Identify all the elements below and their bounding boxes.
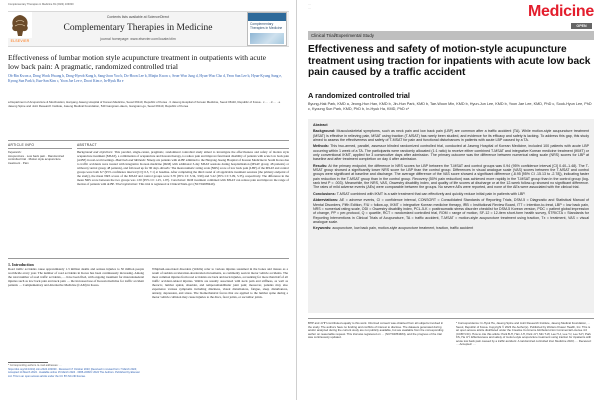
medicine-journal-logo[interactable]: Medicine: [527, 3, 594, 20]
cover-title: Complementary Therapies in Medicine: [250, 22, 283, 30]
abstract-trial: This trial is registered at ClinicalTrials.gov (NCT04938440).: [138, 181, 216, 186]
journal-name[interactable]: Complementary Therapies in Medicine: [63, 23, 213, 33]
abstract-body: [313, 123, 589, 231]
abstract-conclusion-label: Conclusion:: [170, 177, 187, 182]
keywords-text: acupuncture, low back pain, motion-style acupuncture treatment, traction, traffic accident: [332, 226, 474, 231]
footnote-left: BHP and J-HH contributed equally to this work. Informed consent was obtained from all subjects involved in the study. The authors have no funding and conflicts of interest to disclose. The datasets generated during and/or analyzed during the current study are not publicly available, but are available from the corresponding author on reasonable request. This trial was registered on … (NCT04354484), and the progress of the trial was continuously updated.: [308, 322, 444, 339]
article-title: Effectiveness and safety of motion-style acupuncture treatment using traction for inpatients with acute low back pain caused by a traffic accident: [308, 44, 591, 79]
keywords-paragraph: [313, 226, 589, 230]
abstract-results: The mean numeric rating scale (NRS) score of low back pain (LBP) of the MSAT and control groups were both 6.7 (95% confidence interval [CI]: 6.5, 7.1) at baseline. After completing the third round of all applicable treatment sessions (the primary endpoint of the study), the mean NRS scores of the MSAT and control groups were 3.76 (95% CI: 3.34, 3.99) and 5.22 (95% CI: 5.09, 5.35), respectively. The difference in the mean NRS score between the two groups was 1.50 (95% CI: 1.25, 1.97).: [77, 165, 289, 182]
cover-image: [250, 33, 284, 44]
publisher-name: ELSEVIER: [10, 39, 30, 43]
abstract-background-label: Background and objectives:: [77, 150, 114, 154]
introduction-heading: 1. Introduction: [8, 262, 34, 267]
background-paragraph: [313, 129, 589, 142]
abstract-background: This parallel, single-center, pragmatic, randomized controlled study aimed to investigate the effectiveness and safety of motion style acupuncture treatment (MSAT), a combination of acupuncture and Korean therapy, to reduce pain and improve functional disability of patients with acute low back pain (aLBP) in real-world settings.: [77, 150, 289, 162]
journal-cover-thumbnail[interactable]: [247, 12, 287, 46]
methods-label: Methods:: [313, 144, 329, 149]
abstract-body: [77, 151, 289, 187]
footnote-divider: [308, 318, 594, 319]
intro-column-1: Road traffic accidents cause approximately 1.3 million deaths and serious injuries to 50 million people worldwide every year. The number of road accidents in Korea has been continuously increasing. Among the total number of road traffic accidents, … have been filed, with ongoing treatment for musculoskeletal injuries such as low back pain and neck pain … the increased use of Korean medicine for traffic accident patients … Complementary and Alternative Medicine (CAM) in Korea.: [8, 268, 144, 287]
conclusions-text: T-MSAT combined with IKMT is a safe treatment that can effectively and quickly reduce initial pain in patients with LBP.: [336, 191, 526, 196]
intro-column-2: Whiplash-associated disorders (WADs) refer to various injuries sustained in the bones and tissues as a result of sudden acceleration-deceleration movements, as commonly seen in motor vehicle accidents. The most common injuries from road accidents are back and neck injuries, accounting for more than half of all traffic accident-related injuries. WADs are usually associated with neck pain and stiffness, as well as thoracic, lumbar spinal, shoulder, and temporomandibular joint pain; moreover, patients may also experience various symptoms including dizziness, visual disturbances, fatigue, sleep disturbances, anxiety, depression, and stress. The biomechanical forces that are applied to the lumbar spine during a motor vehicle collision may cause injuries to the discs, facet joints, or sacroiliac joints.: [152, 268, 288, 299]
article-subtitle: A randomized controlled trial: [308, 91, 410, 100]
page-header: [308, 3, 512, 10]
background-label: Background:: [313, 129, 336, 134]
results-paragraph: [313, 164, 589, 190]
abstract-heading-row: [313, 123, 589, 127]
elsevier-logo[interactable]: [8, 12, 32, 46]
footnote-rule: [8, 362, 48, 363]
article-info: [8, 143, 72, 165]
methods-paragraph: [313, 144, 589, 161]
elsevier-tree-icon: [8, 12, 32, 38]
background-text: Musculoskeletal symptoms, such as neck pain and low back pain (LBP) are common after a traffic accident (TA). While motion-style acupuncture treatment (MSAT) is effective in relieving pain, MSAT using traction (T-MSAT) has rarely been studied, and evidence for its efficacy and safety is lacking. To address this gap, this study aimed to assess the effectiveness and safety of T-MSAT for pain and functional disturbances in patients with acute LBP caused by a TA.: [313, 129, 589, 143]
abstract-label: Abstract: [313, 123, 328, 127]
abbreviations-label: Abbreviations:: [313, 198, 339, 203]
keywords: Acupuncture · Low back pain · Randomized controlled trial · Motion style acupuncture treatment · Pain: [8, 153, 65, 165]
header-line-1: …: [308, 3, 311, 6]
article-type: Clinical Trial/Experimental Study: [311, 33, 374, 38]
header-line-2: …: [308, 6, 311, 10]
keywords-label: Keywords:: [313, 226, 332, 231]
abstract-trial-label: Trial registration:: [115, 181, 139, 186]
author-list[interactable]: Oh-Bin Kwon a, Dong Wook Hwang b, Dong-Hyeob Kang b, Sang-Joon Yoo b, Do-Hoon Lee b, Minjin Kwon c, Seon-Woo Jung d, Hyun-Woo Cho d, Yeon Sun Lee b, Hyun-Kyung Sung e, Kyong Sun Park b, Eun-San Kim c, Yoon Jae Lee e, Doori Kim e, In-Hyuk Ha e: [8, 74, 282, 84]
footnote-right: * Correspondence: In-Hyuk Ha, Jaseng Spine and Joint Research Institute, Jaseng Medical Foundation, … Seoul, Republic of Korea. Copyright © 2023 the Author(s). Published by Wolters Kluwer Health, Inc. This is an open access article distributed under the Creative Commons Attribution-Non Commercial License 4.0 (CCBY-NC). How to cite this article: Park B-H, Han J-H, Park J-H, Min T-W, Lee H-J, Lee YJ, Lee S-H, Park KS, Ha I-H. Effectiveness and safety of motion-style acupuncture treatment using traction for inpatients with acute low back pain caused by a traffic accident: A randomized controlled trial. Medicine 2023;…. Received: … Accepted: …: [456, 322, 592, 346]
article-footer: [8, 362, 144, 378]
abbreviations-paragraph: [313, 198, 589, 224]
results-label: Results:: [313, 163, 328, 168]
abstract: [77, 143, 289, 187]
conclusions-paragraph: [313, 192, 589, 196]
abstract-methods-label: Materials and Methods:: [115, 157, 146, 162]
running-head: [8, 3, 288, 9]
journal-homepage-link[interactable]: journal homepage: www.elsevier.com/locate/ctim: [100, 37, 176, 41]
article-title: Effectiveness of lumbar motion style acupuncture treatment in outpatients with acute low back pain: A pragmatic, randomized controlled trial: [8, 53, 266, 71]
running-head-left: Complementary Therapies in Medicine 81 (2024) 103030: [8, 3, 74, 6]
keywords-heading: Keywords:: [8, 150, 22, 154]
contents-available-text: Contents lists available at ScienceDirect: [106, 15, 170, 19]
abstract-results-label: Results:: [160, 165, 171, 170]
results-text: At the primary endpoint, the difference in NRS scores for LBP between the T-MSAT and control groups was 0.94 (95% confidence interval [CI] 0.40–1.48). The T-MSAT group showed a significantly lower NRS score for LBP than the control group. Differences in visual analogue scale (VAS) scores between the T-MSAT and control groups were significant at baseline and discharge. The average difference of the VAS score showed a significant difference (-8.95 [95% CI -15.13 to -2.78]), indicating faster pain reduction in the T-MSAT group than in the control group. Recovery (50% pain reduction) was achieved more rapidly in the T-MSAT group than in the control group (log-rank test P = .003). Meanwhile, the NRS, VAS, Oswestry disability index, and quality of life scores at discharge or at the 12-week follow-up showed no significant difference. The rates of mild adverse events (AEs) were comparable between the groups. No severe AEs were reported, and none of the AEs were associated with the clinical trial.: [313, 163, 589, 190]
abstract-heading: ABSTRACT: [77, 143, 289, 149]
abstract-methods: Ninety-six patients with aLBP admitted to the Hanyang Jaseng Hospital of Korean Medicine in South Korea due to traffic accidents were treated with integrative Korean medicine (IKM) with additional 3-day MSAT sessions during hospitalization (MSAT group; 48 patients) or without (control group; 48 patients), and followed up for 90 days.: [77, 157, 290, 170]
correspondence: * Corresponding authors. E-mail addresses: …: [8, 364, 62, 367]
doi-and-dates[interactable]: https://doi.org/10.1016/j.ctim.2024.103030 · Received 17 October 2023; Received in revised form 7 March 2024; Accepted 14 March 2024 · Available online 15 March 2024 · 0965-2299/© 2024 The Authors. Published by Elsevier Ltd. This is an open access article under the CC BY-NC-ND license.: [8, 368, 140, 378]
author-list[interactable]: Byung-Hak Park, KMD a, Jeong-Hun Han, KMD b, Jin-Hun Park, KMD b, Tae-Woon Min, KMD b, Hyun-Jun Lee, KMD b, Yoon Jae Lee, KMD, PhD c, Sook-Hyun Lee, PhD c, Kyoung Sun Park, KMD, PhD b, In-Hyuk Ha, KMD, PhD c*: [308, 102, 592, 111]
abstract-conclusion: IKM treatment combined with MSAT can reduce pain and improve the range of motion of patients with aLBP.: [77, 177, 289, 186]
medicine-article-page: [300, 0, 600, 400]
cover-header-bar: [248, 13, 286, 21]
article-info-heading: ARTICLE INFO: [8, 143, 72, 149]
contents-line: [34, 15, 242, 19]
abbreviations-text: AE = adverse events, CI = confidence interval, CONSORT = Consolidated Standards of Reporting Trials, DSM-5 = Diagnostic and Statistical Manual of Mental Disorders, Fifth Edition, F/U = follow-up, IKMT = integrative Korean medicine therapy, IRB = Institutional Review Board, ITT = intention-to-treat, LBP = low back pain, NRS = numerical rating scale, ODI = Oswestry disability index, PCL-5-K = posttraumatic stress disorder checklist for DSM-5 Korean version, PDC = patient global impression of change, PP = per-protocol, Q = quartile, RCT = randomized controlled trial, ROM = range of motion, SF-12 = 12-item short-form health survey, STRICTA = Standards for Reporting Interventions in Clinical Trials of Acupuncture, TA = traffic accident, T-MSAT = motion-style acupuncture treatment using traction, Tx = treatment, VAS = visual analogue scale.: [313, 198, 589, 224]
conclusions-label: Conclusions:: [313, 191, 336, 196]
section-divider: [8, 140, 289, 141]
abstract-box: [308, 119, 594, 313]
affiliations: a Department of Acupuncture & Moxibustion, Hanyang Jaseng Hospital of Korean Medicine, Seoul 06110, Republic of Korea · b Jaseng Hospital of Korean Medicine, Seoul 06110, Republic of Korea · c … · d … · e Jaseng Spine and Joint Research Institute, Jaseng Medical Foundation, 540 Gangnam-daero, Gangnam-gu, Seoul 06110, Republic of Korea: [8, 100, 281, 108]
ctim-article-page: [0, 0, 297, 400]
methods-text: This two-armed, parallel, assessor blinded randomized controlled trial, conducted at Jaseng Hospital of Korean Medicine, included 100 patients with acute LBP occurring within 1 week of a TA. The participants were randomly allocated (1:1 ratio) to receive either combined T-MSAT and integrative Korean medicine treatment (IKMT) or only conventional IKMT, applied for 3 consecutive days after admission. The primary outcome was the difference between numerical rating scale (NRS) scores for LBP at baseline and after treatment completion on day 4 after admission.: [313, 144, 589, 162]
open-access-badge: OPEN: [571, 23, 592, 29]
section-divider: [8, 258, 289, 259]
